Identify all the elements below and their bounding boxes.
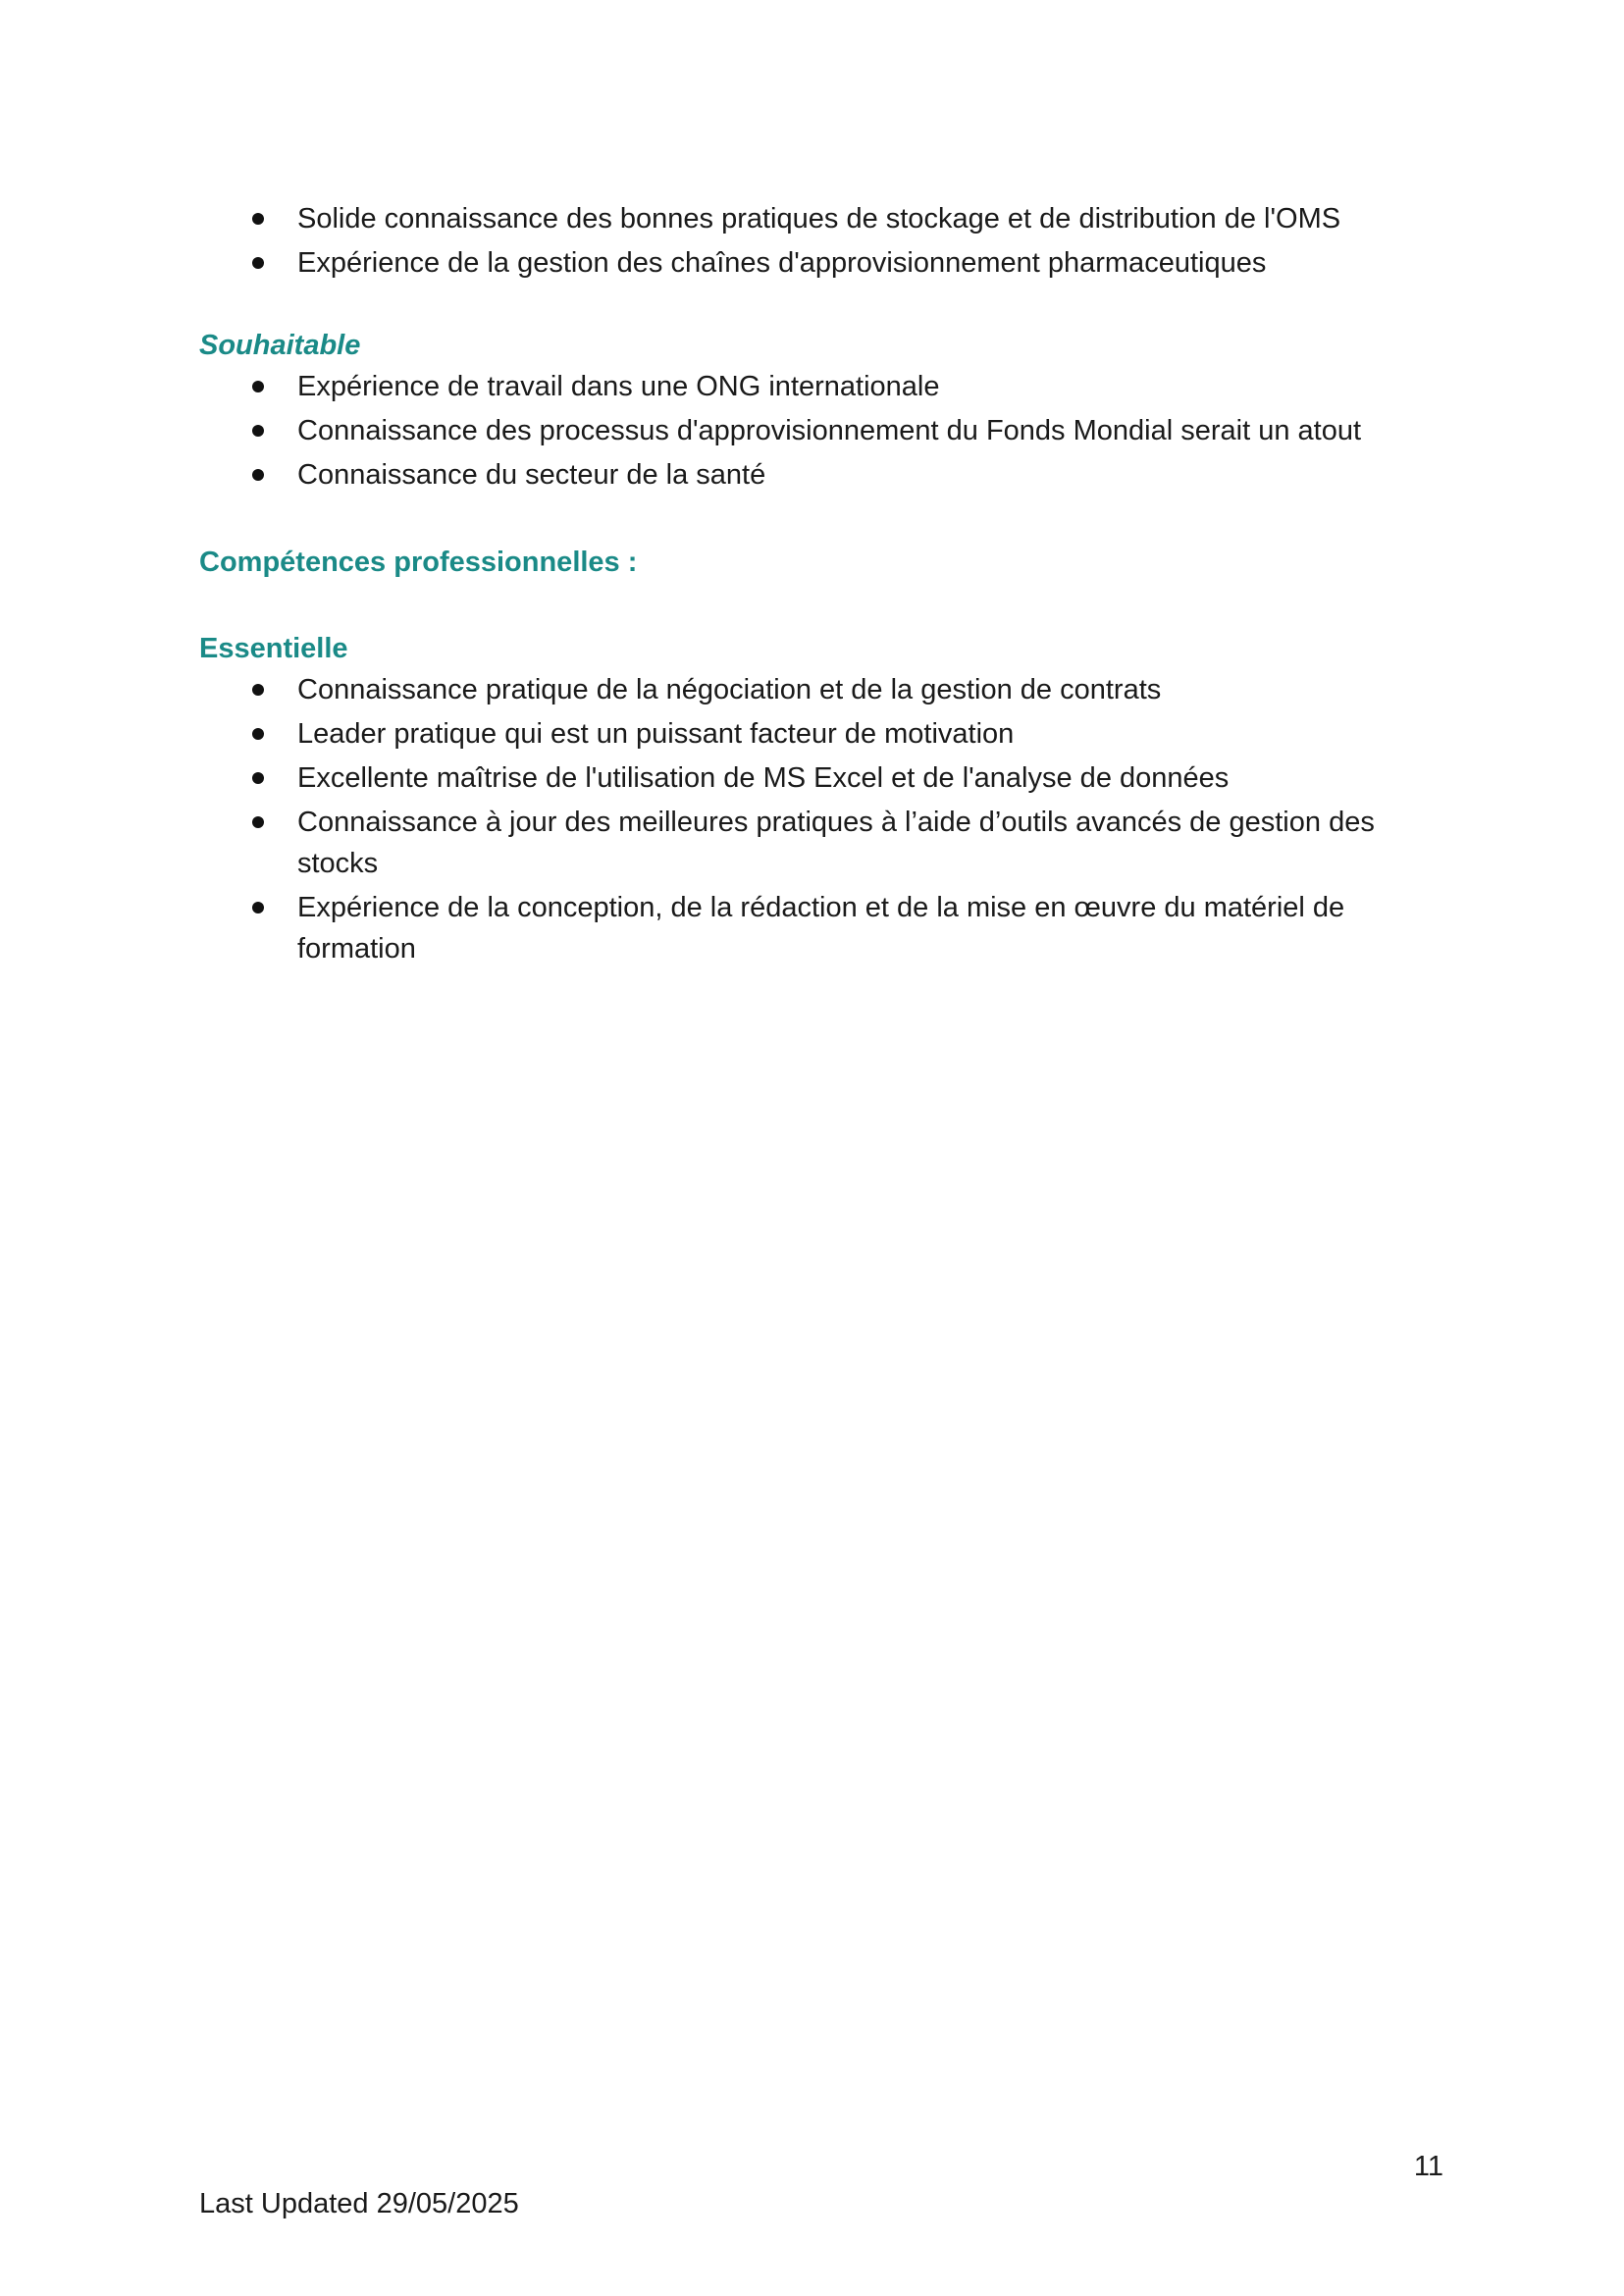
list-item [199,757,1445,799]
bullet-icon [252,257,264,269]
bullet-icon [252,213,264,225]
list-item [199,198,1445,239]
bullet-list-requirements [199,198,1445,284]
bullet-icon [252,425,264,437]
list-item [199,242,1445,284]
list-item-text: Connaissance des processus d'approvisionnement du Fonds Mondial serait un atout [297,415,1362,446]
bullet-icon [252,816,264,828]
bullet-icon [252,684,264,696]
heading-souhaitable: Souhaitable [199,330,361,361]
list-item-text: Expérience de travail dans une ONG internationale [297,371,940,402]
list-item [199,366,1445,407]
list-item-text: Solide connaissance des bonnes pratiques de stockage et de distribution de l'OMS [297,203,1341,235]
last-updated-footer: Last Updated 29/05/2025 [199,2188,519,2219]
list-item-text: Connaissance à jour des meilleures pratiques à l’aide d’outils avancés de gestion des stocks [297,807,1375,879]
bullet-list-souhaitable [199,366,1445,496]
bullet-icon [252,728,264,740]
heading-competences-professionnelles: Compétences professionnelles : [199,547,638,578]
list-item-text: Connaissance du secteur de la santé [297,459,766,491]
list-item [199,802,1445,884]
list-item-text: Expérience de la conception, de la rédaction et de la mise en œuvre du matériel de formation [297,892,1345,965]
heading-essentielle: Essentielle [199,633,348,664]
page-number: 11 [1413,2151,1443,2182]
list-item-text: Connaissance pratique de la négociation et de la gestion de contrats [297,674,1162,705]
list-item [199,713,1445,755]
list-item [199,454,1445,496]
bullet-icon [252,772,264,784]
list-item-text: Expérience de la gestion des chaînes d'approvisionnement pharmaceutiques [297,247,1267,279]
bullet-icon [252,902,264,913]
list-item-text: Leader pratique qui est un puissant facteur de motivation [297,718,1015,750]
list-item [199,669,1445,710]
bullet-icon [252,469,264,481]
list-item [199,410,1445,451]
bullet-list-essentielle [199,669,1445,969]
page-content [199,198,1445,972]
bullet-icon [252,381,264,392]
list-item-text: Excellente maîtrise de l'utilisation de MS Excel et de l'analyse de données [297,762,1230,794]
list-item [199,887,1445,969]
